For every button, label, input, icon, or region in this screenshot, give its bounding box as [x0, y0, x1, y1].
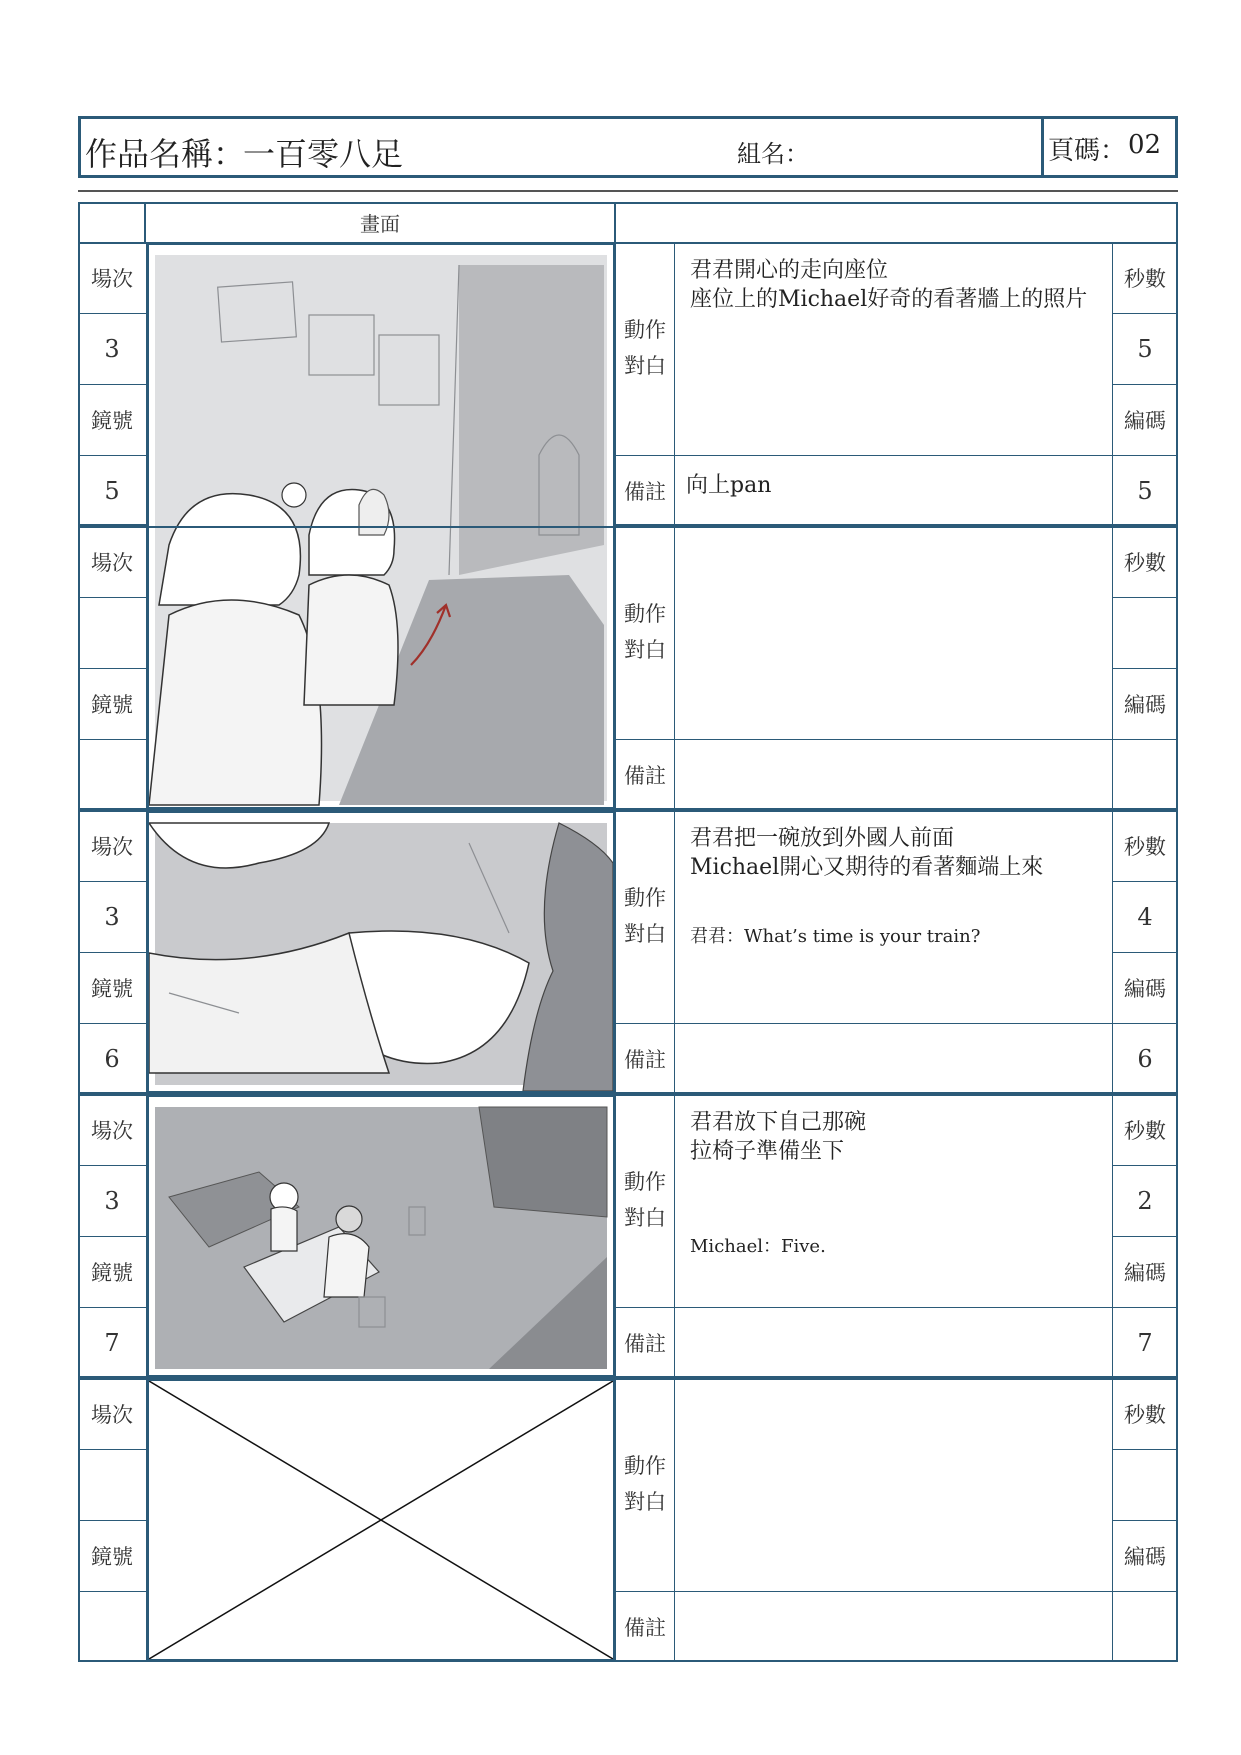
- dialogue-text: Michael：Five.: [690, 1236, 826, 1257]
- action-label: 動作: [624, 1454, 666, 1478]
- page-label: 頁碼：: [1048, 136, 1127, 166]
- scene-label: 場次: [91, 1118, 133, 1143]
- seconds-label: 秒數: [1124, 550, 1166, 575]
- action-dialogue-label: [624, 880, 666, 952]
- dialogue-label: 對白: [624, 638, 666, 662]
- col-divider: [674, 526, 675, 810]
- action-label: 動作: [624, 1170, 666, 1194]
- seconds-value: 5: [1137, 334, 1153, 363]
- shot-label: 鏡號: [91, 692, 133, 717]
- notes-divider: [616, 739, 1112, 740]
- notes-label: 備註: [624, 1331, 666, 1356]
- scene-label: 場次: [91, 550, 133, 575]
- col-divider: [674, 242, 675, 526]
- code-value: 7: [1137, 1328, 1153, 1357]
- empty-frame-cross: [149, 1381, 613, 1659]
- page-number: 02: [1128, 130, 1162, 160]
- notes-text: 向上pan: [686, 473, 772, 498]
- notes-divider: [616, 455, 1112, 456]
- action-text: 君君把一碗放到外國人前面 Michael開心又期待的看著麵端上來: [690, 826, 1044, 880]
- scene-number: [78, 597, 146, 668]
- action-label: 動作: [624, 602, 666, 626]
- col-divider: [674, 1378, 675, 1662]
- header-cell-empty: [78, 202, 146, 242]
- dialogue-text: 君君：What’s time is your train?: [690, 926, 981, 947]
- seconds-value: 2: [1137, 1186, 1153, 1215]
- action-text: 君君開心的走向座位 座位上的Michael好奇的看著牆上的照片: [690, 258, 1088, 312]
- dialogue-label: 對白: [624, 1490, 666, 1514]
- sketch-image: [149, 813, 613, 1091]
- seconds-value: [1112, 597, 1178, 668]
- action-label: 動作: [624, 886, 666, 910]
- notes-label: 備註: [624, 763, 666, 788]
- dialogue-label: 對白: [624, 922, 666, 946]
- shot-number: 5: [104, 476, 120, 505]
- notes-divider: [616, 1023, 1112, 1024]
- title-label: 作品名稱：: [85, 135, 246, 173]
- scene-label: 場次: [91, 834, 133, 859]
- action-dialogue-label: [624, 596, 666, 668]
- code-value: 6: [1137, 1044, 1153, 1073]
- code-value: 5: [1137, 476, 1153, 505]
- scene-number: 3: [104, 334, 120, 363]
- seconds-label: 秒數: [1124, 834, 1166, 859]
- action-dialogue-label: [624, 1448, 666, 1520]
- scene-label: 場次: [91, 1402, 133, 1427]
- code-value: [1112, 739, 1178, 810]
- code-label: 編碼: [1124, 1544, 1166, 1569]
- dialogue-label: 對白: [624, 354, 666, 378]
- seconds-value: 4: [1137, 902, 1153, 931]
- seconds-label: 秒數: [1124, 266, 1166, 291]
- action-label: 動作: [624, 318, 666, 342]
- scene-label: 場次: [91, 266, 133, 291]
- shot-label: 鏡號: [91, 1544, 133, 1569]
- code-value: [1112, 1591, 1178, 1662]
- shot-number: 6: [104, 1044, 120, 1073]
- scene-number: 3: [104, 1186, 120, 1215]
- shot-number: [78, 739, 146, 810]
- shot-number: 7: [104, 1328, 120, 1357]
- col-divider: [674, 1094, 675, 1378]
- storyboard-frame: [146, 810, 616, 1094]
- shot-label: 鏡號: [91, 408, 133, 433]
- code-label: 編碼: [1124, 1260, 1166, 1285]
- action-dialogue-label: [624, 312, 666, 384]
- code-label: 編碼: [1124, 976, 1166, 1001]
- action-text: 君君放下自己那碗 拉椅子準備坐下: [690, 1110, 867, 1164]
- shot-number: [78, 1591, 146, 1662]
- notes-label: 備註: [624, 479, 666, 504]
- scene-number: [78, 1449, 146, 1520]
- seconds-label: 秒數: [1124, 1118, 1166, 1143]
- notes-label: 備註: [624, 1047, 666, 1072]
- code-label: 編碼: [1124, 692, 1166, 717]
- notes-divider: [616, 1591, 1112, 1592]
- sketch-image: [149, 1097, 613, 1375]
- work-title: 一百零八足: [243, 135, 404, 173]
- notes-divider: [616, 1307, 1112, 1308]
- group-label: 組名：: [737, 140, 809, 168]
- col-divider: [674, 810, 675, 1094]
- seconds-label: 秒數: [1124, 1402, 1166, 1427]
- storyboard-frame: [146, 1378, 616, 1662]
- seconds-value: [1112, 1449, 1178, 1520]
- notes-label: 備註: [624, 1615, 666, 1640]
- scene-number: 3: [104, 902, 120, 931]
- action-dialogue-label: [624, 1164, 666, 1236]
- shot-label: 鏡號: [91, 976, 133, 1001]
- picture-column-header: 畫面: [146, 202, 616, 242]
- dialogue-label: 對白: [624, 1206, 666, 1230]
- code-label: 編碼: [1124, 408, 1166, 433]
- shot-label: 鏡號: [91, 1260, 133, 1285]
- storyboard-frame: [146, 1094, 616, 1378]
